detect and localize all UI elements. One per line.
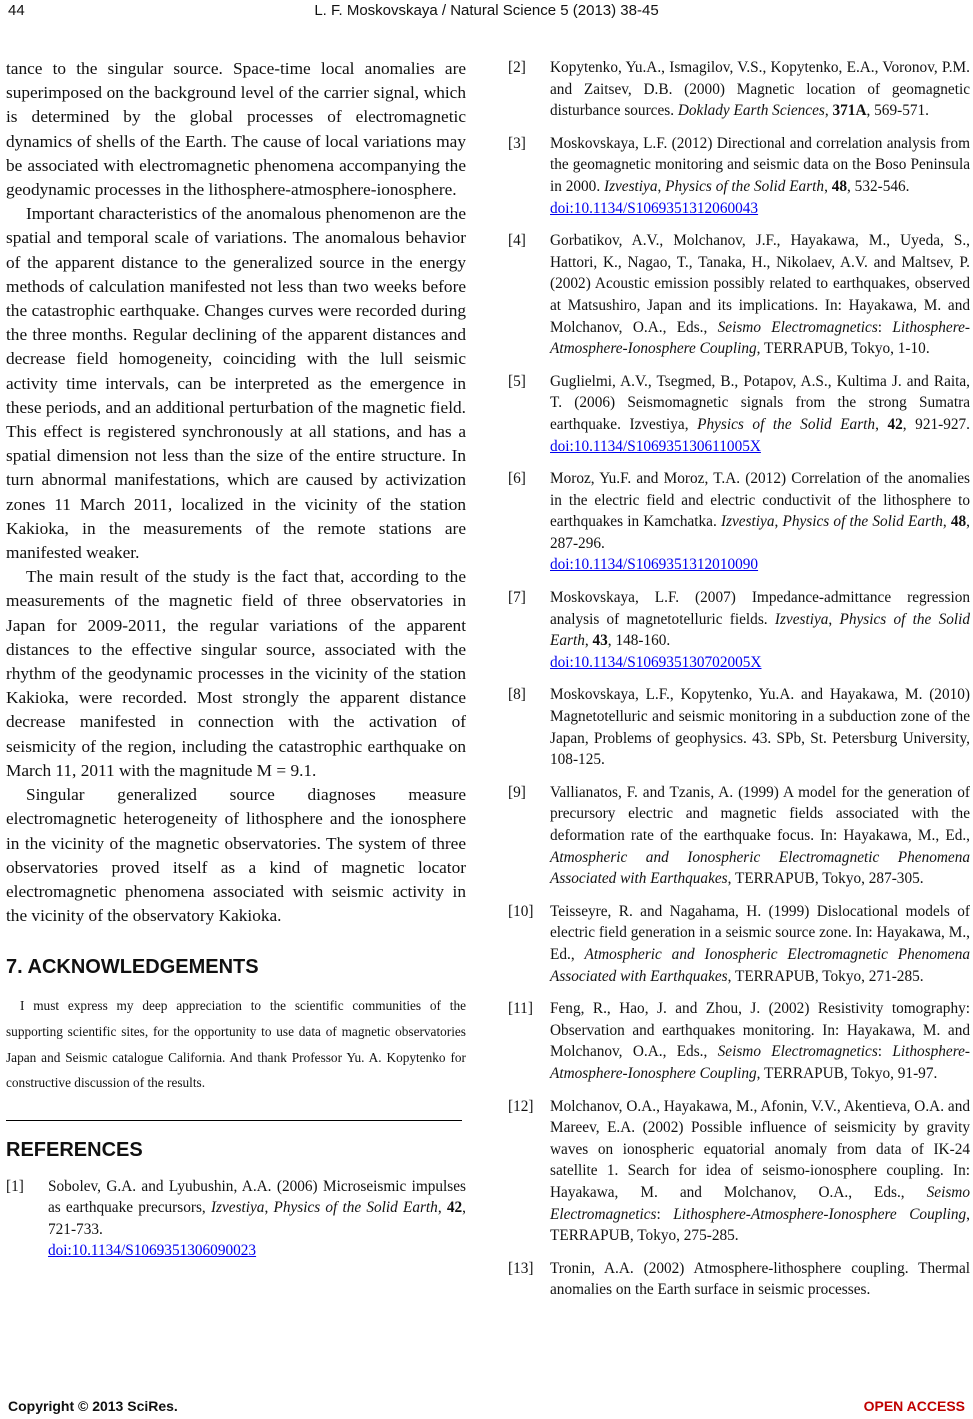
- ref-journal: Physics of the Solid Earth: [273, 1199, 438, 1217]
- ref-text: , TERRAPUB, Tokyo, 1-10.: [756, 340, 930, 358]
- section-divider: [6, 1120, 462, 1121]
- ref-text: Moskovskaya, L.F., Kopytenko, Yu.A. and Hayakawa, M. (2010) Magnetotelluric and seismic monitoring in a subduction zone of the Japan, Problems of geophysics. 43. SPb, St. Petersburg University, 108-125.: [550, 686, 970, 769]
- ref-text: Gorbatikov, A.V., Molchanov, J.F., Hayakawa, M., Uyeda, S., Hattori, K., Nagao, T., Tanaka, H., Nikolaev, A.V. and Maltsev, P. (2002) Acoustic emission possibly related to earthquakes, observed at Matsushiro, Japan and its implications. In: Hayakawa, M. and Molchanov, O.A., Eds.,: [550, 232, 970, 336]
- reference-item: [508, 371, 970, 457]
- ref-text: Tronin, A.A. (2002) Atmosphere-lithosphere coupling. Thermal anomalies on the Earth surface in seismic processes.: [550, 1259, 970, 1299]
- reference-item: [508, 684, 970, 770]
- body-paragraph: The main result of the study is the fact that, according to the measurements of the magnetic field of three observatories in Japan for 2009-2011, the regular variations of the apparent distances to the effective singular source, associated with the rhythm of the geodynamic processes in the vicinity of the station Kakioka, were recorded. Most strongly the apparent distance decrease manifested in connection with the activation of seismicity of the region, including the catastrophic earthquake on March 11, 2011 with the magnitude M = 9.1.: [6, 567, 466, 780]
- ref-volume: 48: [831, 177, 848, 195]
- body-paragraph: tance to the singular source. Space-time local anomalies are superimposed on the background level of the carrier signal, which is determined by the global processes of electromagnetic dynamics of shells of the Earth. The cause of local variations may be associated with electromagnetic phenomena accompanying the geodynamic processes in the lithosphere-atmosphere-ionosphere.: [6, 59, 466, 200]
- ref-volume: 48: [950, 513, 967, 531]
- ref-text: Teisseyre, R. and Nagahama, H. (1999) Dislocational models of electric field generation in a seismic source zone. In: Hayakawa, M., Ed.,: [550, 902, 970, 963]
- ref-journal: Seismo Electromagnetics: [717, 1043, 878, 1061]
- reference-number: [8]: [508, 686, 526, 704]
- ref-text: :: [877, 1043, 893, 1061]
- ref-text: , 287-296.: [550, 513, 970, 552]
- ref-journal: Seismo Electromagnetics: [717, 318, 878, 336]
- reference-item: [508, 782, 970, 890]
- reference-number: [10]: [508, 902, 534, 920]
- reference-item: [508, 1258, 970, 1301]
- reference-item: [508, 587, 970, 673]
- ref-text: , 532-546.: [847, 177, 910, 195]
- ref-text: :: [656, 1205, 674, 1223]
- ref-text: , TERRAPUB, Tokyo, 287-305.: [727, 870, 924, 888]
- reference-item: [508, 133, 970, 219]
- reference-item: [508, 901, 970, 987]
- ref-journal: Izvestiya: [603, 177, 658, 195]
- ref-text: ,: [824, 177, 832, 195]
- ref-text: , TERRAPUB, Tokyo, 275-285.: [550, 1205, 970, 1245]
- ref-journal: Lithosphere-Atmosphere-Ionosphere Coupling: [550, 318, 970, 358]
- ref-text: ,: [584, 632, 593, 650]
- body-paragraph: Important characteristics of the anomalous phenomenon are the spatial and temporal scale of variations. The anomalous behavior of the apparent distance to the generalized source in the energy methods of calculation manifested not less than two weeks before the catastrophic earthquake. Changes curves were recorded during the three months. Regular declining of the apparent distances and decrease field homogeneity, coinciding with the lull seismic activity time intervals, can be interpreted as the emergence in these periods, and an additional perturbation of the magnetic field. This effect is registered synchronously at all stations, and has a spatial dimension not less than the size of the entire structure. In turn abnormal manifestations, which are caused by activization zones 11 March 2011, localized in the vicinity of the station Kakioka, in the measurements of the remote stations are manifested weaker.: [6, 204, 466, 563]
- ref-journal: Doklady Earth Sciences: [677, 102, 825, 120]
- ref-text: :: [877, 318, 893, 336]
- references-heading: REFERENCES: [6, 1138, 143, 1161]
- page-number: 44: [8, 2, 25, 19]
- ref-text: ,: [824, 102, 833, 120]
- ref-text: Guglielmi, A.V., Tsegmed, B., Potapov, A.S., Kultima J. and Raita, T. (2006) Seismomagnetic signals from the strong Sumatra earthquake. Izvestiya,: [550, 372, 970, 433]
- reference-number: [4]: [508, 232, 526, 250]
- reference-number: [9]: [508, 783, 526, 801]
- ref-text: Moskovskaya, L.F. (2012) Directional and correlation analysis from the geomagnetic monitoring and seismic data on the Boso Peninsula in 2000.: [550, 134, 970, 195]
- body-paragraph: Singular generalized source diagnoses measure electromagnetic heterogeneity of lithosphere and the ionosphere in the vicinity of the magnetic observatories. The system of three observatories proved itself as a kind of magnetic locator electromagnetic phenomena associated with seismic activity in the vicinity of the observatory Kakioka.: [6, 785, 466, 926]
- doi-link[interactable]: doi:10.1134/S1069351312060043: [550, 199, 759, 217]
- ref-volume: 43: [592, 632, 608, 650]
- ref-journal: Lithosphere-Atmosphere-Ionosphere Coupling: [550, 1043, 970, 1082]
- ref-text: ,: [264, 1199, 274, 1217]
- reference-number: [2]: [508, 59, 526, 76]
- ref-journal: Izvestiya: [720, 513, 775, 531]
- reference-item: [508, 468, 970, 576]
- reference-item: [508, 1096, 970, 1247]
- ref-text: ,: [828, 610, 840, 628]
- open-access-badge: OPEN ACCESS: [863, 1398, 965, 1414]
- ref-text: ,: [657, 177, 666, 195]
- ref-journal: Physics of the Solid Earth: [782, 513, 943, 531]
- ref-text: ,: [774, 513, 783, 531]
- doi-link[interactable]: doi:10.1134/S106935130611005X: [550, 437, 761, 455]
- ref-journal: Physics of the Solid Earth: [550, 610, 971, 650]
- ref-journal: Seismo Electromagnetics: [550, 1183, 970, 1223]
- reference-number: [6]: [508, 470, 526, 488]
- ref-text: ,: [875, 415, 888, 433]
- ref-text: Vallianatos, F. and Tzanis, A. (1999) A model for the generation of precursory electric and magnetic fields associated with the deformation rate of the earthquake focus. In: Hayakawa, M., Ed.,: [550, 783, 970, 844]
- ref-journal: Izvestiya: [774, 610, 829, 628]
- reference-number: [7]: [508, 589, 526, 607]
- ref-text: Moskovskaya, L.F. (2007) Impedance-admittance regression analysis of magnetotelluric fields.: [550, 589, 970, 628]
- reference-item: [508, 57, 970, 122]
- reference-number: [5]: [508, 372, 526, 390]
- reference-number: [13]: [508, 1259, 534, 1277]
- reference-number: [12]: [508, 1097, 534, 1115]
- ref-text: ,: [437, 1199, 447, 1217]
- ref-journal: Atmospheric and Ionospheric Electromagnetic Phenomena Associated with Earthquakes: [550, 945, 970, 985]
- ref-volume: 371A: [832, 102, 867, 120]
- ref-journal: Izvestiya: [210, 1199, 265, 1217]
- acknowledgements-text: I must express my deep appreciation to the scientific communities of the supporting scientific sites, for the opportunity to use data of magnetic observatories Japan and Seismic catalogue California. And thank Professor Yu. A. Kopytenko for constructive discussion of the results.: [6, 998, 466, 1091]
- running-title: L. F. Moskovskaya / Natural Science 5 (2013) 38-45: [314, 2, 659, 19]
- ref-text: ,: [942, 513, 951, 531]
- ref-journal: Physics of the Solid Earth: [697, 415, 876, 433]
- ref-volume: 42: [446, 1199, 463, 1217]
- right-column: [508, 57, 970, 1312]
- left-column: [6, 57, 466, 1273]
- reference-number: [3]: [508, 134, 526, 152]
- ref-text: Moroz, Yu.F. and Moroz, T.A. (2012) Correlation of the anomalies in the electric field and electric conductivit of the lithosphere to earthquakes in Kamchatka.: [550, 470, 970, 531]
- reference-number: [11]: [508, 1000, 533, 1018]
- reference-item: [508, 230, 970, 360]
- ref-text: Feng, R., Hao, J. and Zhou, J. (2002) Resistivity tomography: Observation and earthquakes monitoring. In: Hayakawa, M. and Molchanov, O.A., Eds.,: [550, 1000, 970, 1061]
- doi-link[interactable]: doi:10.1134/S106935130702005X: [550, 653, 762, 671]
- ref-text: , 721-733.: [48, 1199, 466, 1238]
- ref-text: , 569-571.: [866, 102, 929, 120]
- ref-journal: Atmospheric and Ionospheric Electromagnetic Phenomena Associated with Earthquakes: [550, 848, 970, 888]
- reference-number: [1]: [6, 1177, 24, 1195]
- doi-link[interactable]: doi:10.1134/S1069351312010090: [550, 556, 759, 574]
- ref-text: Molchanov, O.A., Hayakawa, M., Afonin, V.V., Akentieva, O.A. and Mareev, E.A. (2002) Possible influence of seismicity by gravity waves on ionospheric equatorial anomaly from data of IK-24 satellite 1. Search for idea of seismo-ionosphere coupling. In: Hayakawa, M. and Molchanov, O.A., Eds.,: [550, 1097, 970, 1201]
- ref-volume: 42: [887, 415, 903, 433]
- acknowledgements-heading: 7. ACKNOWLEDGEMENTS: [6, 956, 259, 979]
- ref-text: , 148-160.: [607, 632, 671, 650]
- ref-text: , 921-927.: [902, 415, 970, 433]
- ref-journal: Lithosphere-Atmosphere-Ionosphere Coupling: [673, 1205, 967, 1223]
- ref-journal: Physics of the Solid Earth: [665, 177, 825, 195]
- ref-text: Sobolev, G.A. and Lyubushin, A.A. (2006) Microseismic impulses as earthquake precursors,: [48, 1177, 466, 1217]
- reference-item: [508, 998, 970, 1084]
- doi-link[interactable]: doi:10.1134/S1069351306090023: [48, 1242, 257, 1260]
- reference-item: [6, 1176, 466, 1262]
- ref-text: , TERRAPUB, Tokyo, 271-285.: [727, 967, 924, 985]
- ref-text: , TERRAPUB, Tokyo, 91-97.: [756, 1064, 938, 1082]
- ref-text: Kopytenko, Yu.A., Ismagilov, V.S., Kopytenko, E.A., Voronov, P.M. and Zaitsev, D.B. (2000) Magnetic location of geomagnetic disturbance sources.: [550, 59, 970, 120]
- copyright-footer: Copyright © 2013 SciRes.: [8, 1398, 178, 1414]
